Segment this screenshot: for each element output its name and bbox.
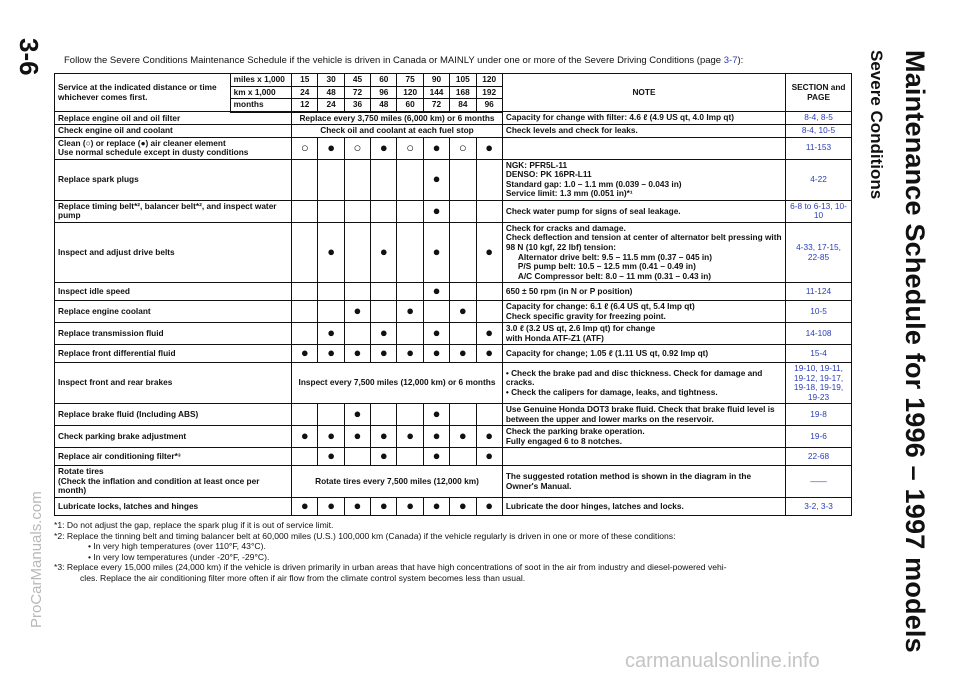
empty-mark xyxy=(344,222,370,282)
empty-mark xyxy=(318,301,344,323)
section-page-ref[interactable]: 19-8 xyxy=(786,404,852,426)
service-name xyxy=(55,137,292,159)
empty-mark xyxy=(344,159,370,200)
header-km-label: km x 1,000 xyxy=(230,86,291,99)
empty-mark xyxy=(397,448,423,466)
note-cell xyxy=(502,345,785,363)
note-cell xyxy=(502,159,785,200)
footnote-line: cles. Replace the air conditioning filter more often if air flow from the climate control system becomes less than usual. xyxy=(80,572,526,583)
header-months-value: 60 xyxy=(397,99,423,112)
empty-mark xyxy=(450,323,476,345)
section-page-ref[interactable]: —— xyxy=(786,466,852,498)
intro-page-link[interactable]: 3-7 xyxy=(723,55,738,66)
empty-mark xyxy=(318,200,344,222)
empty-mark xyxy=(397,222,423,282)
service-name xyxy=(55,112,292,125)
empty-mark xyxy=(476,200,502,222)
interval-span: Inspect every 7,500 miles (12,000 km) or 6 months xyxy=(292,363,503,404)
bottom-watermark: carmanualsonline.info xyxy=(625,650,820,672)
header-service-label: Service at the indicated distance or time whichever comes first. xyxy=(55,74,231,112)
header-km-value: 96 xyxy=(371,86,397,99)
note-cell xyxy=(502,323,785,345)
note-cell xyxy=(502,283,785,301)
service-name-line: Replace brake fluid (Including ABS) xyxy=(58,408,199,419)
section-page-ref[interactable]: 22-68 xyxy=(786,448,852,466)
empty-mark xyxy=(371,301,397,323)
replace-mark: ● xyxy=(423,448,449,466)
empty-mark xyxy=(292,159,318,200)
replace-mark: ● xyxy=(476,222,502,282)
empty-mark xyxy=(318,404,344,426)
service-name-line: Clean (○) or replace (●) air cleaner element xyxy=(58,137,226,148)
replace-mark: ● xyxy=(344,426,370,448)
replace-mark: ● xyxy=(318,222,344,282)
service-name-line: Lubricate locks, latches and hinges xyxy=(58,500,199,511)
service-name xyxy=(55,363,292,404)
empty-mark xyxy=(450,283,476,301)
replace-mark: ● xyxy=(476,137,502,159)
service-name xyxy=(55,301,292,323)
empty-mark xyxy=(397,159,423,200)
replace-mark: ● xyxy=(476,497,502,515)
empty-mark xyxy=(292,301,318,323)
replace-mark: ● xyxy=(476,323,502,345)
service-name-line: Use normal schedule except in dusty conditions xyxy=(58,147,249,158)
empty-mark xyxy=(397,283,423,301)
service-name xyxy=(55,323,292,345)
replace-mark: ● xyxy=(397,345,423,363)
empty-mark xyxy=(450,404,476,426)
empty-mark xyxy=(292,283,318,301)
note-line: Check levels and check for leaks. xyxy=(505,125,638,136)
replace-mark: ● xyxy=(450,426,476,448)
replace-mark: ● xyxy=(371,222,397,282)
header-row-miles xyxy=(55,74,852,87)
header-miles-value: 90 xyxy=(423,74,449,87)
schedule-row xyxy=(55,345,852,363)
service-name xyxy=(55,466,292,498)
note-line: Check for cracks and damage. xyxy=(505,222,626,233)
replace-mark: ● xyxy=(450,497,476,515)
replace-mark: ● xyxy=(423,404,449,426)
empty-mark xyxy=(318,283,344,301)
note-line: • Check the calipers for damage, leaks, and tightness. xyxy=(505,386,718,397)
replace-mark: ● xyxy=(423,426,449,448)
replace-mark: ● xyxy=(292,426,318,448)
replace-mark: ● xyxy=(423,222,449,282)
note-cell xyxy=(502,497,785,515)
footnote-line: *3: Replace every 15,000 miles (24,000 km) if the vehicle is driven primarily in urban areas that have high concentrations of soot in the air from industry and diesel-powered vehi- xyxy=(54,562,727,572)
schedule-row xyxy=(55,404,852,426)
note-cell xyxy=(502,448,785,466)
service-name xyxy=(55,404,292,426)
empty-mark xyxy=(371,159,397,200)
header-months-value: 24 xyxy=(318,99,344,112)
replace-mark: ● xyxy=(344,404,370,426)
section-page-ref[interactable]: 11-124 xyxy=(786,283,852,301)
empty-mark xyxy=(344,200,370,222)
section-page-ref[interactable]: 8-4, 8-5 xyxy=(786,112,852,125)
replace-mark: ● xyxy=(292,497,318,515)
header-miles-value: 75 xyxy=(397,74,423,87)
empty-mark xyxy=(476,283,502,301)
replace-mark: ● xyxy=(318,345,344,363)
service-name-line: Inspect front and rear brakes xyxy=(58,377,173,388)
empty-mark xyxy=(476,404,502,426)
service-name-line: Replace timing belt*², balancer belt*², and inspect water pump xyxy=(58,200,277,221)
replace-mark: ● xyxy=(318,497,344,515)
interval-span: Rotate tires every 7,500 miles (12,000 km) xyxy=(292,466,503,498)
header-miles-value: 30 xyxy=(318,74,344,87)
header-km-value: 192 xyxy=(476,86,502,99)
empty-mark xyxy=(292,404,318,426)
empty-mark xyxy=(292,323,318,345)
service-name xyxy=(55,283,292,301)
replace-mark: ● xyxy=(476,448,502,466)
service-name-line: Replace spark plugs xyxy=(58,174,139,185)
note-cell xyxy=(502,363,785,404)
replace-mark: ● xyxy=(397,426,423,448)
header-miles-value: 45 xyxy=(344,74,370,87)
note-line: The suggested rotation method is shown in the diagram in the Owner's Manual. xyxy=(505,471,752,491)
schedule-row xyxy=(55,497,852,515)
replace-mark: ● xyxy=(344,301,370,323)
service-name-line: Replace engine oil and oil filter xyxy=(58,112,181,123)
note-line: Check the parking brake operation. xyxy=(505,426,645,437)
note-cell xyxy=(502,222,785,282)
header-km-value: 24 xyxy=(292,86,318,99)
header-miles-label: miles x 1,000 xyxy=(230,74,291,87)
header-miles-value: 60 xyxy=(371,74,397,87)
service-name-line: (Check the inflation and condition at least once per month) xyxy=(58,475,260,496)
header-miles-value: 120 xyxy=(476,74,502,87)
note-cell xyxy=(502,466,785,498)
empty-mark xyxy=(397,404,423,426)
replace-mark: ● xyxy=(292,345,318,363)
service-name xyxy=(55,448,292,466)
header-months-value: 48 xyxy=(371,99,397,112)
note-cell xyxy=(502,200,785,222)
replace-mark: ● xyxy=(423,345,449,363)
replace-mark: ● xyxy=(423,323,449,345)
empty-mark xyxy=(450,222,476,282)
note-line: Lubricate the door hinges, latches and locks. xyxy=(505,500,684,511)
footnote-line: *2: Replace the tinning belt and timing balancer belt at 60,000 miles (U.S.) 100,000 km (Canada) if the vehicle regularly is driven in one or more of these conditions: xyxy=(54,530,676,541)
note-cell xyxy=(502,426,785,448)
schedule-row xyxy=(55,301,852,323)
note-line: Check water pump for signs of seal leakage. xyxy=(505,205,681,216)
schedule-row xyxy=(55,125,852,138)
side-title: Maintenance Schedule for 1996 – 1997 models xyxy=(900,50,930,653)
schedule-row xyxy=(55,200,852,222)
interval-span: Check oil and coolant at each fuel stop xyxy=(292,125,503,138)
replace-mark: ● xyxy=(371,426,397,448)
schedule-row xyxy=(55,448,852,466)
empty-mark xyxy=(450,200,476,222)
empty-mark xyxy=(397,323,423,345)
schedule-row xyxy=(55,466,852,498)
header-km-value: 144 xyxy=(423,86,449,99)
schedule-row xyxy=(55,222,852,282)
intro-text xyxy=(64,55,743,66)
clean-mark: ○ xyxy=(450,137,476,159)
clean-mark: ○ xyxy=(397,137,423,159)
note-cell xyxy=(502,301,785,323)
replace-mark: ● xyxy=(423,159,449,200)
note-line: Check deflection and tension at center of alternator belt pressing with 98 N (10 kgf, 22 lbf) tension: xyxy=(505,232,782,252)
note-line: A/C Compressor belt: 8.0 – 11 mm (0.31 – 0.43 in) xyxy=(517,270,712,281)
note-cell xyxy=(502,125,785,138)
replace-mark: ● xyxy=(344,497,370,515)
empty-mark xyxy=(292,222,318,282)
side-watermark: ProCarManuals.com xyxy=(28,491,45,628)
note-line: Alternator drive belt: 9.5 – 11.5 mm (0.37 – 045 in) xyxy=(517,251,712,262)
note-line: Standard gap: 1.0 – 1.1 mm (0.039 – 0.043 in) xyxy=(505,178,682,189)
note-cell xyxy=(502,112,785,125)
schedule-row xyxy=(55,323,852,345)
empty-mark xyxy=(292,448,318,466)
empty-mark xyxy=(371,200,397,222)
footnote-line: *1: Do not adjust the gap, replace the spark plug if it is out of service limit. xyxy=(54,520,334,530)
schedule-row xyxy=(55,426,852,448)
empty-mark xyxy=(476,301,502,323)
service-name xyxy=(55,345,292,363)
note-line: • Check the brake pad and disc thickness. Check for damage and cracks. xyxy=(505,367,763,388)
service-name-line: Inspect and adjust drive belts xyxy=(58,246,175,257)
replace-mark: ● xyxy=(371,137,397,159)
header-months-value: 36 xyxy=(344,99,370,112)
empty-mark xyxy=(371,283,397,301)
service-name xyxy=(55,159,292,200)
schedule-row xyxy=(55,363,852,404)
header-months-value: 84 xyxy=(450,99,476,112)
empty-mark xyxy=(292,200,318,222)
service-name-line: Replace front differential fluid xyxy=(58,347,176,358)
empty-mark xyxy=(318,159,344,200)
footnote-line: • In very high temperatures (over 110°F, 43°C). xyxy=(88,541,266,551)
header-km-value: 168 xyxy=(450,86,476,99)
replace-mark: ● xyxy=(450,345,476,363)
section-page-ref[interactable]: 10-5 xyxy=(786,301,852,323)
note-cell xyxy=(502,404,785,426)
note-cell xyxy=(502,137,785,159)
service-name xyxy=(55,125,292,138)
replace-mark: ● xyxy=(423,200,449,222)
replace-mark: ● xyxy=(318,137,344,159)
replace-mark: ● xyxy=(318,448,344,466)
empty-mark xyxy=(423,301,449,323)
note-line: Fully engaged 6 to 8 notches. xyxy=(505,435,623,446)
service-name-line: Inspect idle speed xyxy=(58,285,130,296)
section-page-ref[interactable]: 6-8 to 6-13, 10-10 xyxy=(786,200,852,222)
replace-mark: ● xyxy=(371,323,397,345)
header-months-label: months xyxy=(230,99,291,112)
service-name-line: Rotate tires xyxy=(58,466,104,477)
schedule-row xyxy=(55,112,852,125)
note-line: Check specific gravity for freezing point. xyxy=(505,310,666,321)
replace-mark: ● xyxy=(423,137,449,159)
intro-main: Follow the Severe Conditions Maintenance Schedule if the vehicle is driven in Canada or MAINLY under one or more of the Severe Driving Conditions (page xyxy=(64,55,724,66)
note-line: DENSO: PK 16PR-L11 xyxy=(505,169,592,180)
note-line: Capacity for change; 1.05 ℓ (1.11 US qt, 0.92 Imp qt) xyxy=(505,347,709,358)
service-name xyxy=(55,426,292,448)
empty-mark xyxy=(344,323,370,345)
section-page-ref[interactable]: 15-4 xyxy=(786,345,852,363)
header-km-value: 48 xyxy=(318,86,344,99)
replace-mark: ● xyxy=(318,323,344,345)
header-note-label: NOTE xyxy=(502,74,785,112)
empty-mark xyxy=(344,283,370,301)
replace-mark: ● xyxy=(397,497,423,515)
section-page-ref[interactable]: 4-22 xyxy=(786,159,852,200)
schedule-row xyxy=(55,159,852,200)
section-page-ref[interactable]: 3-2, 3-3 xyxy=(786,497,852,515)
header-months-value: 96 xyxy=(476,99,502,112)
empty-mark xyxy=(450,448,476,466)
note-line: Use Genuine Honda DOT3 brake fluid. Check that brake fluid level is between the upper and lower marks on the reservoir. xyxy=(505,404,775,424)
header-km-value: 120 xyxy=(397,86,423,99)
interval-span: Replace every 3,750 miles (6,000 km) or 6 months xyxy=(292,112,503,125)
section-page-ref[interactable]: 14-108 xyxy=(786,323,852,345)
note-line: Capacity for change: 6.1 ℓ (6.4 US qt, 5.4 Imp qt) xyxy=(505,301,695,312)
service-name-line: Check parking brake adjustment xyxy=(58,431,187,442)
intro-end: ): xyxy=(737,55,744,66)
footnote-line: • In very low temperatures (under -20°F, -29°C). xyxy=(88,551,270,562)
header-months-value: 72 xyxy=(423,99,449,112)
note-line: 3.0 ℓ (3.2 US qt, 2.6 Imp qt) for change xyxy=(505,323,656,334)
section-page-ref[interactable]: 4-33, 17-15, 22-85 xyxy=(786,222,852,282)
note-line: with Honda ATF-Z1 (ATF) xyxy=(505,332,604,343)
schedule-row xyxy=(55,137,852,159)
header-section-label: SECTION and PAGE xyxy=(786,74,852,112)
empty-mark xyxy=(397,200,423,222)
replace-mark: ● xyxy=(476,426,502,448)
section-page-ref[interactable]: 19-10, 19-11, 19-12, 19-17, 19-18, 19-19, 19-23 xyxy=(786,363,852,404)
service-name xyxy=(55,222,292,282)
service-name xyxy=(55,497,292,515)
section-page-ref[interactable]: 19-6 xyxy=(786,426,852,448)
replace-mark: ● xyxy=(397,301,423,323)
service-name xyxy=(55,200,292,222)
side-subtitle: Severe Conditions xyxy=(867,50,886,200)
header-miles-value: 15 xyxy=(292,74,318,87)
replace-mark: ● xyxy=(371,497,397,515)
replace-mark: ● xyxy=(423,497,449,515)
replace-mark: ● xyxy=(450,301,476,323)
empty-mark xyxy=(450,159,476,200)
service-name-line: Replace engine coolant xyxy=(58,305,151,316)
empty-mark xyxy=(371,404,397,426)
note-line: Capacity for change with filter: 4.6 ℓ (4.9 US qt, 4.0 Imp qt) xyxy=(505,112,734,123)
schedule-row xyxy=(55,283,852,301)
note-line: 650 ± 50 rpm (in N or P position) xyxy=(505,285,633,296)
header-months-value: 12 xyxy=(292,99,318,112)
replace-mark: ● xyxy=(371,345,397,363)
service-name-line: Replace transmission fluid xyxy=(58,327,164,338)
maintenance-schedule-table xyxy=(54,73,852,516)
replace-mark: ● xyxy=(344,345,370,363)
empty-mark xyxy=(476,159,502,200)
note-line: NGK: PFR5L-11 xyxy=(505,159,568,170)
empty-mark xyxy=(344,448,370,466)
section-page-ref[interactable]: 11-153 xyxy=(786,137,852,159)
service-name-line: Replace air conditioning filter*³ xyxy=(58,451,181,462)
clean-mark: ○ xyxy=(344,137,370,159)
section-page-ref[interactable]: 8-4, 10-5 xyxy=(786,125,852,138)
header-km-value: 72 xyxy=(344,86,370,99)
replace-mark: ● xyxy=(423,283,449,301)
replace-mark: ● xyxy=(318,426,344,448)
replace-mark: ● xyxy=(371,448,397,466)
header-miles-value: 105 xyxy=(450,74,476,87)
clean-mark: ○ xyxy=(292,137,318,159)
page-number: 3-6 xyxy=(14,38,44,76)
note-line: Service limit: 1.3 mm (0.051 in)*¹ xyxy=(505,188,633,199)
replace-mark: ● xyxy=(476,345,502,363)
note-line: P/S pump belt: 10.5 – 12.5 mm (0.41 – 0.49 in) xyxy=(517,261,696,272)
service-name-line: Check engine oil and coolant xyxy=(58,125,173,136)
